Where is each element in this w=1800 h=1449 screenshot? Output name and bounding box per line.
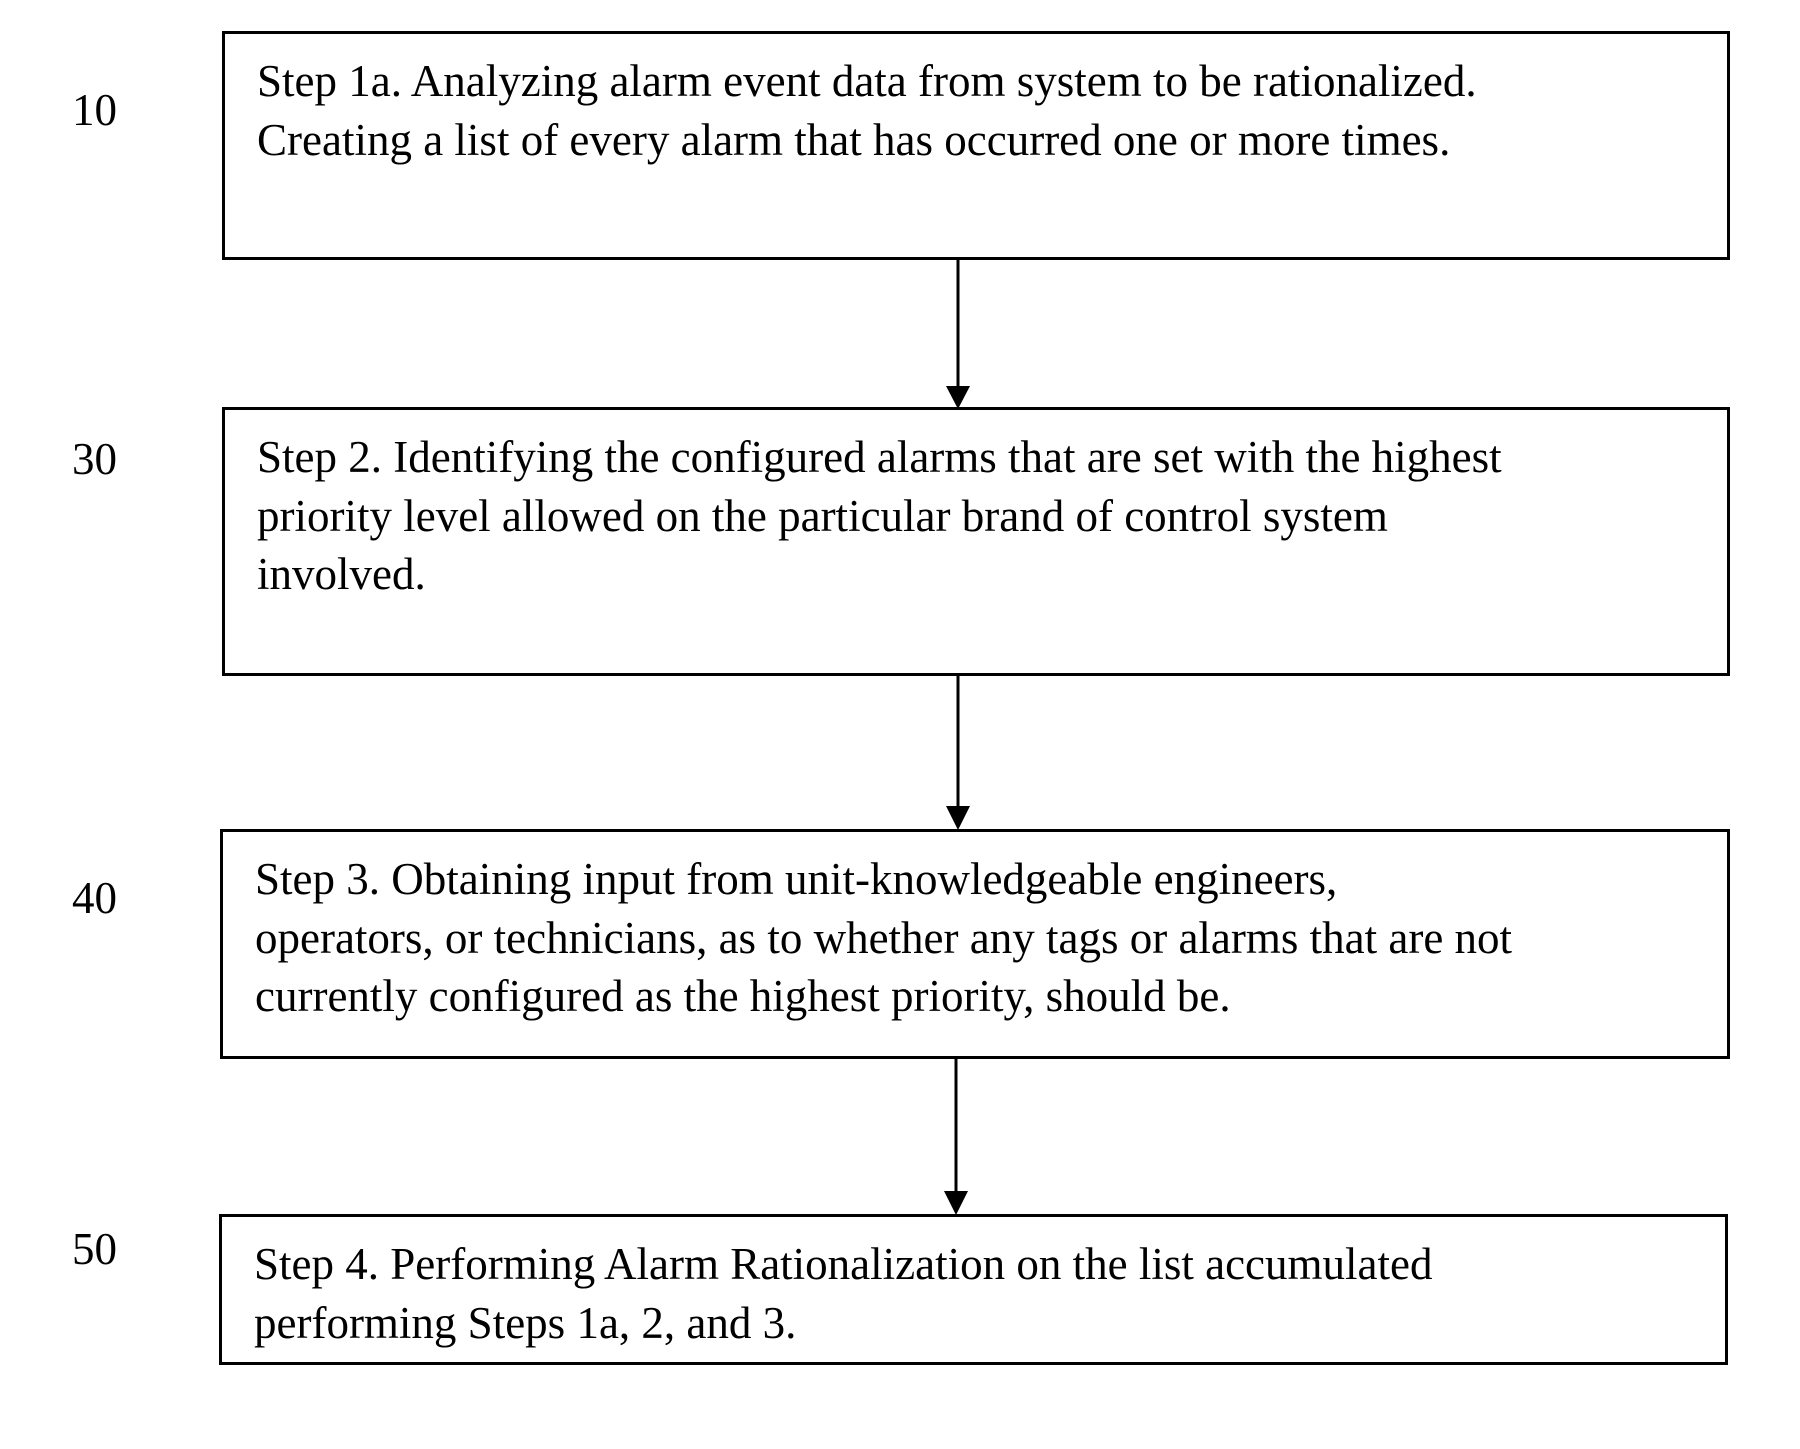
step-1a-text: Step 1a. Analyzing alarm event data from system to be rationalized. Creating a list of every alarm that has occurred one or more times. [257,52,1697,169]
flow-connectors [0,0,1800,1449]
ref-number-10: 10 [72,88,117,133]
arrow-step1-to-step2 [946,260,970,409]
ref-number-30: 30 [72,437,117,482]
step-2-text: Step 2. Identifying the configured alarms that are set with the highest priority level allowed on the particular brand of control system involved. [257,428,1697,604]
arrow-step3-to-step4 [944,1059,968,1215]
arrow-step2-to-step3 [946,676,970,830]
ref-number-40: 40 [72,876,117,921]
step-3-text: Step 3. Obtaining input from unit-knowledgeable engineers, operators, or technicians, as to whether any tags or alarms that are not currently configured as the highest priority, should be. [255,850,1697,1026]
ref-number-50: 50 [72,1227,117,1272]
step-4-text: Step 4. Performing Alarm Rationalization on the list accumulated performing Steps 1a, 2, and 3. [254,1235,1695,1352]
